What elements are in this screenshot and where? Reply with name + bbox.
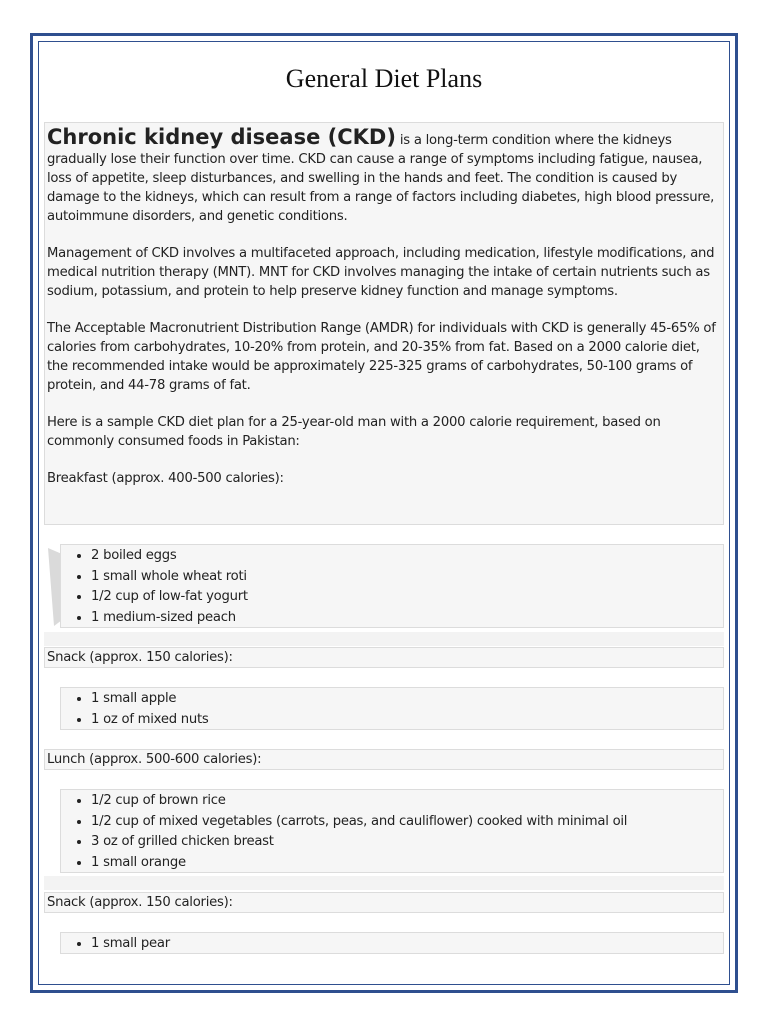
list-item: • 2 boiled eggs bbox=[91, 546, 723, 567]
intro-paragraph bbox=[47, 125, 721, 226]
list-item: • 1/2 cup of brown rice bbox=[91, 791, 723, 812]
separator-strip bbox=[44, 876, 724, 890]
page-title: General Diet Plans bbox=[285, 64, 483, 93]
amdr-paragraph: The Acceptable Macronutrient Distribution Range (AMDR) for individuals with CKD is generally 45-65% of calories from carbohydrates, 10-20% from protein, and 20-35% from fat. Based on a 2000 calorie diet, the recommended intake would be approximately 225-325 grams of carbohydrates, 50-100 grams of protein, and 44-78 grams of fat. bbox=[47, 321, 716, 393]
sample-paragraph: Here is a sample CKD diet plan for a 25-year-old man with a 2000 calorie requirement, based on commonly consumed foods in Pakistan: bbox=[47, 415, 661, 449]
meal-label-snack-2: Snack (approx. 150 calories): bbox=[47, 895, 233, 910]
list-item: • 1 small whole wheat roti bbox=[91, 567, 723, 588]
meal-label-snack: Snack (approx. 150 calories): bbox=[47, 650, 233, 665]
intro-block bbox=[44, 122, 724, 525]
separator-strip bbox=[44, 632, 724, 646]
list-item: • 1 small apple bbox=[91, 689, 723, 710]
management-paragraph: Management of CKD involves a multifaceted approach, including medication, lifestyle modifications, and medical nutrition therapy (MNT). MNT for CKD involves managing the intake of certain nutrients such as sodium, potassium, and protein to help preserve kidney function and manage symptoms. bbox=[47, 246, 715, 299]
list-item: • 1 medium-sized peach bbox=[91, 608, 723, 629]
list-item: • 1 small pear bbox=[91, 934, 723, 955]
meal-label-lunch: Lunch (approx. 500-600 calories): bbox=[47, 752, 262, 767]
lunch-label-box bbox=[44, 749, 724, 770]
snack2-label-box bbox=[44, 892, 724, 913]
breakfast-list bbox=[60, 544, 724, 628]
list-item: • 1 small orange bbox=[91, 853, 723, 874]
list-item: • 3 oz of grilled chicken breast bbox=[91, 832, 723, 853]
meal-label-breakfast: Breakfast (approx. 400-500 calories): bbox=[47, 471, 284, 486]
list-item: • 1 oz of mixed nuts bbox=[91, 710, 723, 731]
list-item: • 1/2 cup of low-fat yogurt bbox=[91, 587, 723, 608]
intro-lead-text: is a long-term condition where the kidneys gradually lose their function over time. CKD can cause a range of symptoms including fatigue, nausea, loss of appetite, sleep disturbances, and swelling in the hands and feet. The condition is caused by damage to the kidneys, which can result from a range of factors including diabetes, high blood pressure, autoimmune disorders, and genetic conditions. bbox=[47, 133, 715, 224]
ckd-heading: Chronic kidney disease (CKD) bbox=[47, 125, 396, 149]
snack-list bbox=[60, 687, 724, 730]
list-item: • 1/2 cup of mixed vegetables (carrots, peas, and cauliflower) cooked with minimal oil bbox=[91, 812, 723, 833]
snack2-list bbox=[60, 932, 724, 954]
snack-label-box bbox=[44, 647, 724, 668]
lunch-list bbox=[60, 789, 724, 873]
